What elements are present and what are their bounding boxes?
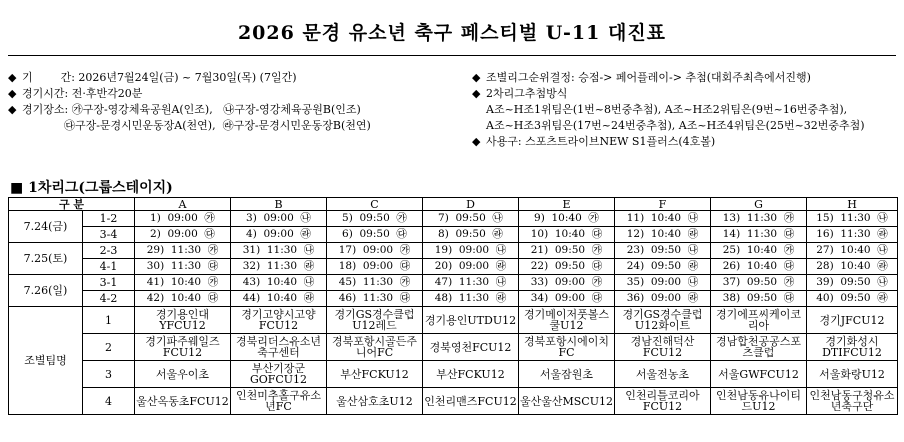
match-cell: 48) 11:30 ㉱ — [423, 291, 519, 307]
match-cell: 4) 09:00 ㉱ — [231, 227, 327, 243]
match-cell: 32) 11:30 ㉱ — [231, 259, 327, 275]
info-row — [8, 118, 371, 134]
team-row — [9, 388, 898, 415]
round-label: 4-2 — [83, 291, 135, 307]
team-name: 경남합천공공스포츠클럽 — [711, 334, 807, 361]
day-label: 7.25(토) — [9, 243, 83, 275]
match-cell: 21) 09:50 ㉮ — [519, 243, 615, 259]
match-cell: 45) 11:30 ㉮ — [327, 275, 423, 291]
bullet-icon: ◆ — [8, 87, 17, 100]
round-label: 1-2 — [83, 211, 135, 227]
match-cell: 35) 09:00 ㉯ — [615, 275, 711, 291]
bullet-icon: ◆ — [8, 103, 17, 116]
bullet-icon: ◆ — [472, 71, 481, 84]
day-label: 7.24(금) — [9, 211, 83, 243]
team-name: 경기GS경수클럽U12화이트 — [615, 307, 711, 334]
round-label: 2-3 — [83, 243, 135, 259]
info-value: 2026년7월24일(금) ~ 7월30일(목) (7일간) — [74, 71, 297, 84]
match-cell: 43) 10:40 ㉯ — [231, 275, 327, 291]
info-label: 경기장소: — [22, 103, 69, 116]
match-cell: 14) 11:30 ㉰ — [711, 227, 807, 243]
team-name: 인천남동유나이티드U12 — [711, 388, 807, 415]
info-value: 전·후반각20분 — [68, 87, 143, 100]
match-cell: 24) 09:50 ㉱ — [615, 259, 711, 275]
match-cell: 31) 11:30 ㉯ — [231, 243, 327, 259]
team-name: 경기파주웨일즈FCU12 — [135, 334, 231, 361]
match-cell: 11) 10:40 ㉯ — [615, 211, 711, 227]
team-name: 경기고양시고양FCU12 — [231, 307, 327, 334]
match-cell: 26) 10:40 ㉰ — [711, 259, 807, 275]
match-cell: 17) 09:00 ㉮ — [327, 243, 423, 259]
match-cell: 37) 09:50 ㉮ — [711, 275, 807, 291]
info-label: 기 간: — [22, 71, 75, 84]
round-label: 3-1 — [83, 275, 135, 291]
match-cell: 5) 09:50 ㉮ — [327, 211, 423, 227]
section-title: ■ 1차리그(그룹스테이지) — [10, 180, 173, 196]
seed-number: 3 — [83, 361, 135, 388]
match-cell: 2) 09:00 ㉰ — [135, 227, 231, 243]
info-row — [8, 102, 371, 118]
info-row — [472, 102, 865, 118]
match-cell: 6) 09:50 ㉰ — [327, 227, 423, 243]
team-name: 울산옥동초FCU12 — [135, 388, 231, 415]
header-row — [9, 198, 898, 211]
info-row — [472, 118, 865, 134]
team-name: 인천리맨즈FCU12 — [423, 388, 519, 415]
bullet-icon: ◆ — [472, 135, 481, 148]
match-cell: 13) 11:30 ㉮ — [711, 211, 807, 227]
team-name: 경북리더스유소년축구센터 — [231, 334, 327, 361]
match-cell: 20) 09:00 ㉱ — [423, 259, 519, 275]
match-cell: 15) 11:30 ㉯ — [807, 211, 898, 227]
round-label: 3-4 — [83, 227, 135, 243]
event-info-left — [8, 70, 371, 134]
schedule-row — [9, 211, 898, 227]
group-header: D — [423, 198, 519, 211]
schedule-row — [9, 259, 898, 275]
team-name: 경기용인UTDU12 — [423, 307, 519, 334]
match-cell: 40) 09:50 ㉱ — [807, 291, 898, 307]
team-name: 경기화성시DTIFCU12 — [807, 334, 898, 361]
match-cell: 34) 09:00 ㉰ — [519, 291, 615, 307]
team-name: 경남진해덕산FCU12 — [615, 334, 711, 361]
team-name: 경기JFCU12 — [807, 307, 898, 334]
match-cell: 36) 09:00 ㉱ — [615, 291, 711, 307]
team-name: 서울우이초 — [135, 361, 231, 388]
match-cell: 12) 10:40 ㉱ — [615, 227, 711, 243]
event-info-right — [472, 70, 865, 150]
team-name: 서울화랑U12 — [807, 361, 898, 388]
page-title: 2026 문경 유소년 축구 페스티벌 U-11 대진표 — [237, 22, 667, 44]
team-name: 인천남동구청유소년축구단 — [807, 388, 898, 415]
info-value: 2차리그추첨방식 — [486, 87, 568, 100]
match-cell: 22) 09:50 ㉰ — [519, 259, 615, 275]
info-row — [472, 134, 865, 150]
match-cell: 33) 09:00 ㉮ — [519, 275, 615, 291]
title-divider — [8, 55, 896, 56]
match-cell: 46) 11:30 ㉰ — [327, 291, 423, 307]
group-header: E — [519, 198, 615, 211]
team-name: 경기에프씨케이코리아 — [711, 307, 807, 334]
group-header: H — [807, 198, 898, 211]
team-name: 부산FCKU12 — [423, 361, 519, 388]
team-name: 경북포항시골든주니어FC — [327, 334, 423, 361]
schedule-row — [9, 291, 898, 307]
schedule-row — [9, 227, 898, 243]
info-value: 조별리그순위결정: 승점-> 페어플레이-> 추첨(대회주최측에서진행) — [486, 71, 811, 84]
team-name: 서울잠원초 — [519, 361, 615, 388]
info-row — [472, 86, 865, 102]
seed-number: 1 — [83, 307, 135, 334]
match-cell: 38) 09:50 ㉰ — [711, 291, 807, 307]
info-row — [472, 70, 865, 86]
info-row — [8, 70, 371, 86]
match-cell: 42) 10:40 ㉰ — [135, 291, 231, 307]
group-header: B — [231, 198, 327, 211]
group-header: G — [711, 198, 807, 211]
match-cell: 18) 09:00 ㉰ — [327, 259, 423, 275]
info-value: ㉰구장-문경시민운동장A(천연), ㉱구장-문경시민운동장B(천연) — [22, 119, 371, 132]
team-name: 부산기장군GOFCU12 — [231, 361, 327, 388]
team-name: 울산삼호초U12 — [327, 388, 423, 415]
team-name: 경기메이저풋볼스쿨U12 — [519, 307, 615, 334]
team-name: 서울전농초 — [615, 361, 711, 388]
match-cell: 19) 09:00 ㉯ — [423, 243, 519, 259]
match-cell: 28) 10:40 ㉱ — [807, 259, 898, 275]
match-cell: 3) 09:00 ㉯ — [231, 211, 327, 227]
match-cell: 16) 11:30 ㉱ — [807, 227, 898, 243]
match-cell: 25) 10:40 ㉮ — [711, 243, 807, 259]
match-cell: 10) 10:40 ㉰ — [519, 227, 615, 243]
team-name: 경기용인대YFCU12 — [135, 307, 231, 334]
team-name: 서울GWFCU12 — [711, 361, 807, 388]
schedule-row — [9, 275, 898, 291]
round-label: 4-1 — [83, 259, 135, 275]
group-header: A — [135, 198, 231, 211]
match-cell: 1) 09:00 ㉮ — [135, 211, 231, 227]
info-row — [8, 86, 371, 102]
match-cell: 23) 09:50 ㉯ — [615, 243, 711, 259]
group-header: F — [615, 198, 711, 211]
match-cell: 30) 11:30 ㉰ — [135, 259, 231, 275]
bullet-icon: ◆ — [8, 71, 17, 84]
team-name: 부산FCKU12 — [327, 361, 423, 388]
header-gubun: 구 분 — [9, 198, 135, 211]
match-cell: 9) 10:40 ㉮ — [519, 211, 615, 227]
team-name: 인천리틀코리아FCU12 — [615, 388, 711, 415]
group-header: C — [327, 198, 423, 211]
match-cell: 27) 10:40 ㉯ — [807, 243, 898, 259]
match-cell: 44) 10:40 ㉱ — [231, 291, 327, 307]
seed-number: 4 — [83, 388, 135, 415]
match-cell: 41) 10:40 ㉮ — [135, 275, 231, 291]
info-value: 사용구: 스포츠트라이브NEW S1플러스(4호볼) — [486, 135, 716, 148]
match-cell: 39) 09:50 ㉯ — [807, 275, 898, 291]
bullet-icon: ◆ — [472, 87, 481, 100]
match-cell: 7) 09:50 ㉯ — [423, 211, 519, 227]
team-name: 경북포항시에이치FC — [519, 334, 615, 361]
match-cell: 29) 11:30 ㉮ — [135, 243, 231, 259]
info-label: 경기시간: — [22, 87, 69, 100]
teams-label: 조별팀명 — [9, 307, 83, 415]
info-value: ㉮구장-영강체육공원A(인조), ㉯구장-영강체육공원B(인조) — [68, 103, 361, 116]
team-row — [9, 361, 898, 388]
match-cell: 47) 11:30 ㉯ — [423, 275, 519, 291]
team-name: 울산울산MSCU12 — [519, 388, 615, 415]
match-cell: 8) 09:50 ㉱ — [423, 227, 519, 243]
schedule-row — [9, 243, 898, 259]
team-name: 경기GS경수클럽U12레드 — [327, 307, 423, 334]
team-row — [9, 334, 898, 361]
info-value: A조~H조1위팀은(1번~8번중추첨), A조~H조2위팀은(9번~16번중추첨), — [486, 103, 848, 116]
team-row — [9, 307, 898, 334]
seed-number: 2 — [83, 334, 135, 361]
team-name: 경북영천FCU12 — [423, 334, 519, 361]
day-label: 7.26(일) — [9, 275, 83, 307]
team-name: 인천미추홀구유소년FC — [231, 388, 327, 415]
bracket-table — [8, 197, 898, 415]
info-value: A조~H조3위팀은(17번~24번중추첨), A조~H조4위팀은(25번~32번중추첨) — [486, 119, 865, 132]
